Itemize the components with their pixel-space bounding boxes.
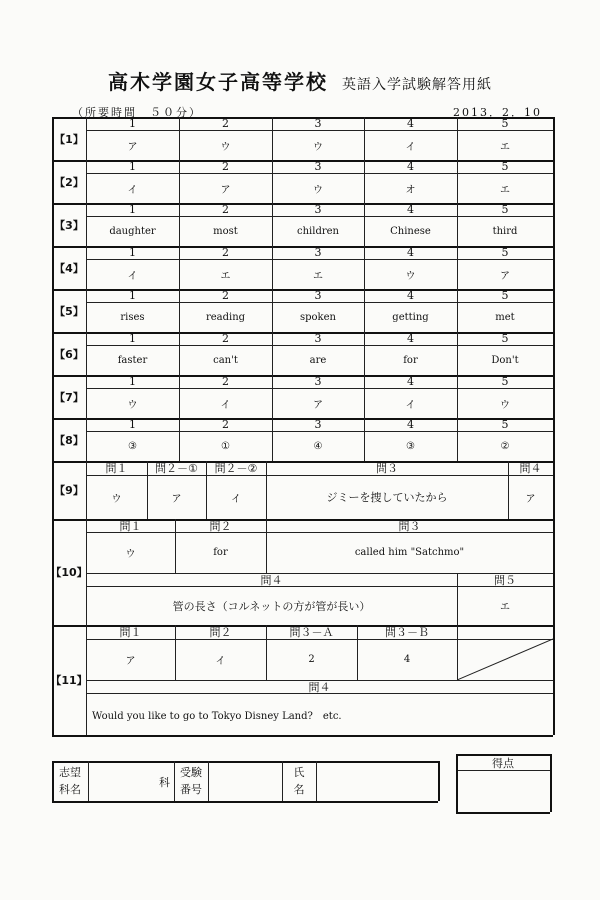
question-number: 4 (407, 375, 414, 388)
answer-cell[interactable]: reading (205, 311, 246, 323)
answer-cell[interactable]: getting (392, 311, 429, 323)
question-number: 1 (129, 117, 136, 130)
answer-cell[interactable]: daughter (109, 225, 156, 237)
section-label-6: 【6】 (54, 347, 84, 361)
answer-cell[interactable]: ア (127, 141, 138, 153)
question-number: 5 (501, 375, 509, 388)
question-header: 問４ (260, 573, 283, 587)
answer-cell[interactable]: 4 (403, 654, 411, 665)
answer-cell[interactable]: ア (313, 399, 323, 411)
question-header: 問４ (308, 680, 331, 694)
answer-cell[interactable]: エ (313, 270, 323, 282)
question-number: 2 (222, 160, 229, 173)
answer-cell[interactable]: イ (127, 184, 138, 196)
answer-cell[interactable]: most (213, 225, 238, 237)
answer-cell[interactable]: イ (405, 399, 416, 411)
juken-label: 受験 (180, 766, 202, 779)
question-number: 1 (129, 332, 136, 345)
answer-cell[interactable]: rises (120, 311, 145, 323)
question-number: 1 (129, 375, 136, 388)
answer-cell[interactable]: 2 (308, 654, 315, 665)
question-header: 問２ (209, 626, 232, 639)
question-number: 3 (314, 375, 322, 388)
question-header: 問２ (209, 519, 232, 533)
diagonal-line (457, 639, 553, 680)
question-number: 1 (129, 289, 136, 302)
answer-cell[interactable]: ジミーを捜していたから (326, 491, 448, 504)
question-number: 2 (222, 246, 229, 259)
question-number: 1 (129, 203, 136, 216)
answer-cell[interactable]: ③ (128, 440, 137, 452)
answer-cell[interactable]: ② (500, 440, 510, 452)
section-label-9: 【9】 (54, 484, 84, 497)
question-number: 5 (501, 117, 509, 130)
question-number: 4 (407, 418, 414, 431)
answer-cell[interactable]: for (213, 547, 228, 558)
answer-cell[interactable]: can't (213, 354, 238, 366)
answer-cell[interactable]: ウ (127, 399, 138, 411)
answer-cell[interactable]: ウ (125, 549, 136, 560)
answer-cell[interactable]: Don't (491, 354, 519, 366)
question-number: 3 (314, 160, 322, 173)
answer-cell[interactable]: met (495, 311, 515, 323)
answer-cell[interactable]: エ (500, 602, 510, 613)
question-header: 問３ (398, 519, 421, 533)
question-number: 1 (129, 160, 136, 173)
sheet-subtitle: 英語入学試験解答用紙 (342, 77, 492, 93)
question-number: 3 (314, 418, 322, 431)
answer-cell[interactable]: faster (117, 354, 148, 366)
bangou-label: 番号 (180, 783, 202, 796)
school-name: 高木学園女子高等学校 (108, 70, 328, 94)
question-header: 問３－Ｂ (385, 626, 429, 639)
answer-cell[interactable]: イ (127, 270, 138, 282)
section-label-3: 【3】 (54, 218, 84, 232)
question-header: 問１ (105, 462, 128, 475)
answer-cell[interactable]: ウ (500, 399, 510, 411)
answer-cell[interactable]: イ (220, 399, 231, 411)
question-number: 3 (314, 203, 322, 216)
kamei-label: 科名 (59, 783, 81, 796)
question-number: 1 (129, 246, 136, 259)
answer-cell[interactable]: ④ (313, 440, 323, 452)
section-label-2: 【2】 (54, 175, 84, 189)
answer-cell[interactable]: called him "Satchmo" (354, 547, 465, 558)
answer-cell[interactable]: イ (405, 141, 416, 153)
time-limit: （所要時間 ５０分） (72, 106, 202, 119)
section-label-11: 【11】 (50, 674, 88, 687)
answer-cell[interactable]: ア (220, 184, 231, 196)
answer-cell[interactable]: ウ (405, 270, 416, 282)
answer-cell[interactable]: ウ (313, 141, 323, 153)
answer-cell[interactable]: ア (500, 270, 510, 282)
question-number: 5 (501, 289, 509, 302)
question-header: 問１ (119, 519, 142, 533)
question-number: 2 (222, 203, 229, 216)
answer-cell[interactable]: ア (125, 656, 136, 667)
question-number: 2 (222, 289, 229, 302)
answer-cell[interactable]: イ (215, 656, 226, 667)
answer-cell[interactable]: 管の長さ（コルネットの方が管が長い） (172, 599, 371, 613)
answer-cell[interactable]: エ (220, 270, 231, 282)
answer-cell[interactable]: ア (525, 493, 536, 505)
question-number: 5 (501, 160, 509, 173)
question-header: 問２－② (214, 462, 258, 475)
question-number: 5 (501, 332, 509, 345)
shibou-label: 志望 (59, 766, 81, 779)
unused-cell-diagonal (457, 625, 553, 680)
answer-cell[interactable]: オ (405, 184, 416, 196)
question-header: 問４ (519, 462, 542, 475)
answer-cell[interactable]: spoken (300, 311, 336, 323)
answer-cell[interactable]: ア (171, 493, 182, 505)
question-number: 5 (501, 203, 509, 216)
answer-cell[interactable]: エ (500, 184, 510, 196)
question-number: 4 (407, 160, 414, 173)
question-number: 4 (407, 117, 414, 130)
question-header: 問１ (119, 626, 142, 639)
question-number: 5 (501, 246, 509, 259)
question-number: 1 (129, 418, 136, 431)
question-number: 4 (407, 246, 414, 259)
ka-label: 科 (159, 776, 170, 789)
question-number: 4 (407, 332, 414, 345)
answer-cell[interactable]: エ (500, 141, 510, 153)
answer-cell[interactable]: ウ (220, 141, 231, 153)
exam-date: 2013．2．10 (453, 106, 542, 119)
question-number: 2 (222, 117, 229, 130)
score-label: 得点 (492, 756, 514, 770)
answer-cell[interactable]: ① (221, 440, 230, 452)
answer-cell[interactable]: ウ (313, 184, 323, 196)
question-number: 2 (222, 375, 229, 388)
question-number: 2 (222, 418, 229, 431)
answer-cell[interactable]: for (403, 354, 418, 366)
section-label-8: 【8】 (54, 433, 84, 447)
question-header: 問５ (494, 573, 516, 587)
answer-cell[interactable]: イ (231, 493, 241, 505)
answer-cell[interactable]: third (492, 225, 518, 237)
question-number: 3 (314, 246, 322, 259)
answer-cell[interactable]: ③ (406, 440, 415, 452)
section-label-7: 【7】 (54, 390, 84, 404)
section-label-10: 【10】 (50, 566, 88, 579)
question-number: 2 (222, 332, 229, 345)
question-number: 5 (501, 418, 509, 431)
section-label-4: 【4】 (54, 261, 84, 275)
question-header: 問３ (376, 462, 398, 475)
section-label-1: 【1】 (54, 132, 84, 146)
question-header: 問２－① (155, 462, 198, 475)
answer-cell[interactable]: are (309, 354, 327, 366)
answer-cell[interactable]: Chinese (390, 225, 431, 237)
question-number: 4 (407, 289, 414, 302)
answer-cell[interactable]: Would you like to go to Tokyo Disney Land? etc. (92, 710, 342, 722)
answer-cell[interactable]: ウ (111, 493, 122, 505)
question-number: 3 (314, 117, 322, 130)
question-number: 3 (314, 332, 322, 345)
question-header: 問３－Ａ (289, 626, 334, 639)
answer-cell[interactable]: children (297, 225, 339, 237)
shi-label: 氏 (293, 766, 305, 779)
mei-label: 名 (293, 783, 305, 796)
question-number: 4 (407, 203, 414, 216)
section-label-5: 【5】 (54, 304, 84, 318)
question-number: 3 (314, 289, 322, 302)
